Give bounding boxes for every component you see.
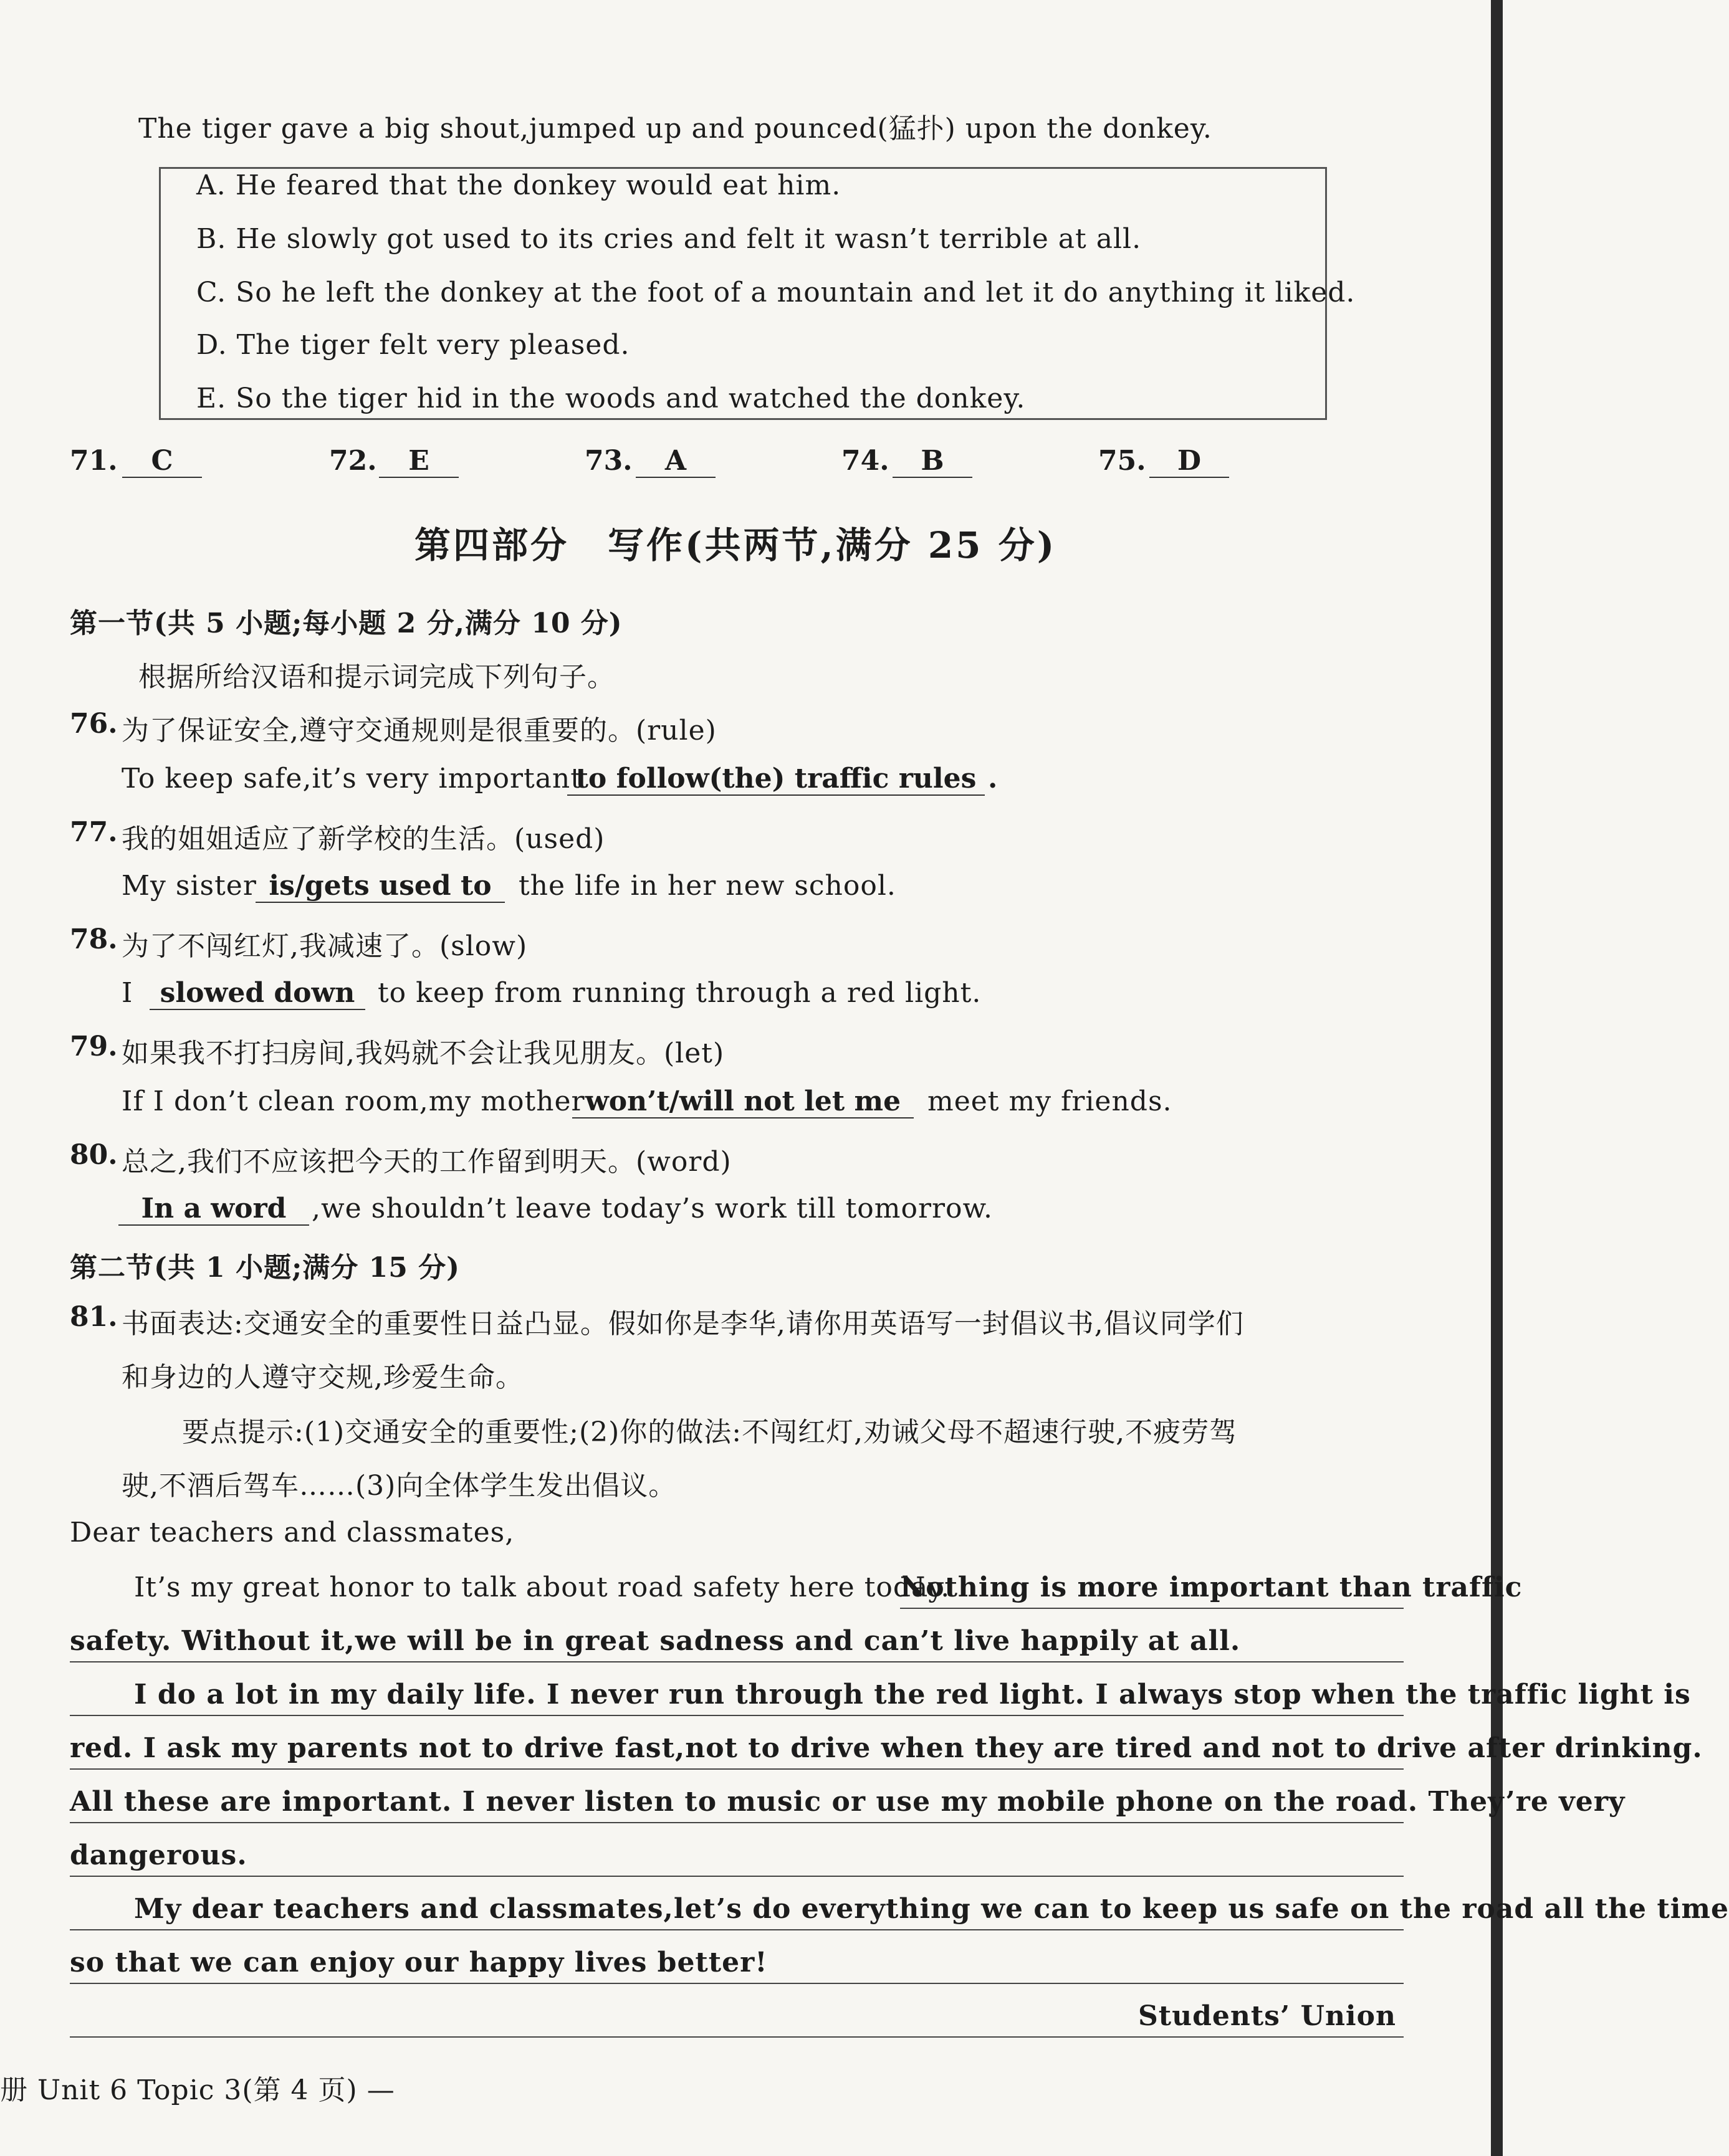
q79-answer: won’t/will not let me: [572, 1085, 914, 1119]
letter-p1-bold-b: safety. Without it,we will be in great sadness and can’t live happily at all.: [70, 1625, 1241, 1657]
intro-sentence: The tiger gave a big shout,jumped up and pounced(猛扑) upon the donkey.: [138, 113, 1212, 145]
q78-chinese: 为了不闯红灯,我减速了。(slow): [122, 930, 528, 962]
q79-prefix: If I don’t clean room,my mother: [122, 1085, 585, 1117]
option-d: D. The tiger felt very pleased.: [196, 329, 630, 361]
q77-number: 77.: [70, 816, 118, 848]
answer-number: 74.: [841, 445, 889, 477]
ruled-line: [70, 1768, 1404, 1770]
ruled-line: [70, 2036, 1404, 2038]
q76-chinese: 为了保证安全,遵守交通规则是很重要的。(rule): [122, 715, 717, 746]
q77-prefix: My sister: [122, 870, 257, 902]
option-a: A. He feared that the donkey would eat him.: [196, 169, 841, 201]
letter-p3-line-2: so that we can enjoy our happy lives better!: [70, 1947, 768, 1978]
letter-p1-bold-a: Nothing is more important than traffic: [900, 1572, 1523, 1603]
q80-suffix: ,we shouldn’t leave today’s work till tomorrow.: [312, 1193, 993, 1224]
q81-line-2: 和身边的人遵守交规,珍爱生命。: [122, 1362, 524, 1393]
page-edge: [1491, 0, 1503, 2156]
option-b: B. He slowly got used to its cries and felt it wasn’t terrible at all.: [196, 223, 1142, 255]
letter-p3-line-1: My dear teachers and classmates,let’s do everything we can to keep us safe on the road all the time: [134, 1893, 1729, 1925]
section2-heading: 第二节(共 1 小题;满分 15 分): [70, 1252, 460, 1284]
q77-answer: is/gets used to: [256, 870, 505, 903]
ruled-line: [70, 1983, 1404, 1984]
answer-blank: A: [636, 445, 716, 478]
option-c: C. So he left the donkey at the foot of a mountain and let it do anything it liked.: [196, 277, 1356, 308]
q78-suffix: to keep from running through a red light.: [378, 977, 982, 1009]
q77-chinese: 我的姐姐适应了新学校的生活。(used): [122, 823, 605, 855]
q80-chinese: 总之,我们不应该把今天的工作留到明天。(word): [122, 1146, 732, 1178]
q78-answer: slowed down: [150, 977, 365, 1010]
ruled-line: [900, 1608, 1404, 1609]
letter-p2-line-2: red. I ask my parents not to drive fast,not to drive when they are tired and not to drive after drinking.: [70, 1732, 1703, 1764]
q78-number: 78.: [70, 923, 118, 955]
q81-number: 81.: [70, 1301, 118, 1333]
ruled-line: [70, 1822, 1404, 1823]
letter-p2-line-1: I do a lot in my daily life. I never run through the red light. I always stop when the traffic light is: [134, 1679, 1691, 1710]
letter-p2-line-3: All these are important. I never listen to music or use my mobile phone on the road. They’re very: [70, 1786, 1626, 1818]
part-title: 第四部分 写作(共两节,满分 25 分): [414, 524, 1057, 566]
q79-chinese: 如果我不打扫房间,我妈就不会让我见朋友。(let): [122, 1037, 725, 1069]
answer-number: 73.: [585, 445, 633, 477]
ruled-line: [70, 1929, 1404, 1930]
letter-signature: Students’ Union: [1138, 2000, 1396, 2032]
answer-blank: E: [379, 445, 459, 478]
q79-number: 79.: [70, 1031, 118, 1062]
answer-number: 75.: [1098, 445, 1146, 477]
hint-line-1: 要点提示:(1)交通安全的重要性;(2)你的做法:不闯红灯,劝诫父母不超速行驶,不疲劳驾: [182, 1416, 1238, 1448]
q80-answer: In a word: [118, 1193, 309, 1226]
ruled-line: [70, 1876, 1404, 1877]
letter-p1-plain: It’s my great honor to talk about road safety here today.: [134, 1572, 951, 1603]
q76-number: 76.: [70, 708, 118, 740]
page-footer: 册 Unit 6 Topic 3(第 4 页) —: [0, 2074, 395, 2106]
letter-greeting: Dear teachers and classmates,: [70, 1517, 515, 1548]
section1-instruction: 根据所给汉语和提示词完成下列句子。: [138, 661, 615, 693]
option-e: E. So the tiger hid in the woods and watched the donkey.: [196, 383, 1026, 414]
answer-blank: B: [893, 445, 972, 478]
q76-prefix: To keep safe,it’s very important: [122, 763, 582, 794]
q77-suffix: the life in her new school.: [519, 870, 896, 902]
answer-number: 71.: [70, 445, 118, 477]
ruled-line: [70, 1715, 1404, 1716]
q76-period: .: [988, 763, 999, 794]
hint-line-2: 驶,不酒后驾车……(3)向全体学生发出倡议。: [122, 1470, 677, 1502]
q79-suffix: meet my friends.: [927, 1085, 1172, 1117]
q76-answer: to follow(the) traffic rules: [567, 763, 985, 796]
section1-heading: 第一节(共 5 小题;每小题 2 分,满分 10 分): [70, 608, 623, 639]
q78-prefix: I: [122, 977, 133, 1009]
answer-blank: D: [1149, 445, 1229, 478]
answer-number: 72.: [329, 445, 377, 477]
answer-blank: C: [122, 445, 202, 478]
ruled-line: [70, 1661, 1404, 1662]
letter-p2-line-4: dangerous.: [70, 1839, 247, 1871]
q80-number: 80.: [70, 1139, 118, 1171]
q81-line-1: 书面表达:交通安全的重要性日益凸显。假如你是李华,请你用英语写一封倡议书,倡议同学们: [122, 1308, 1244, 1340]
